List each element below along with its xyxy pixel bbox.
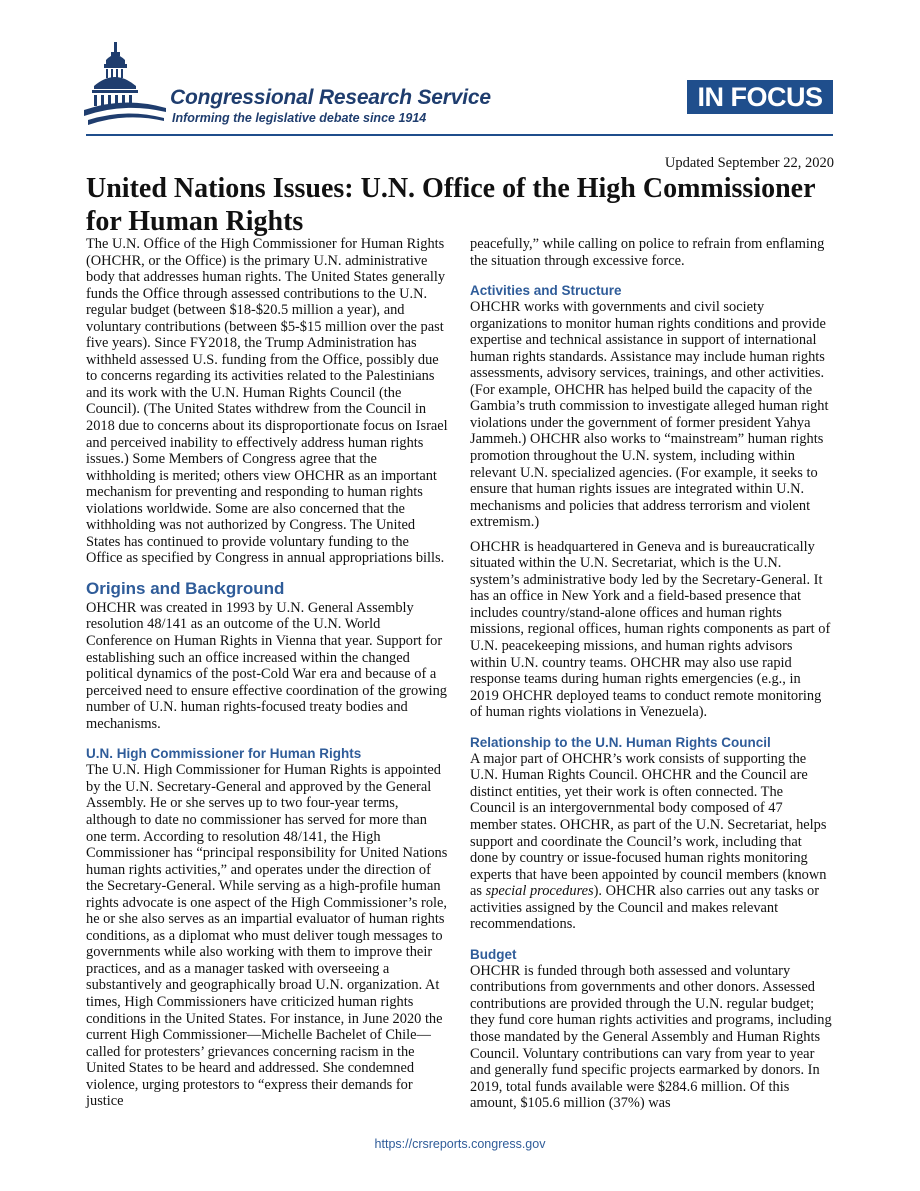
budget-paragraph: OHCHR is funded through both assessed and voluntary contributions from governments and other donors. Assessed contributions are provided through the U.N. regular budget; they fund core human rights activities and programs, including those mandated by the General Assembly and Human Rights Council. Voluntary contributions can vary from year to year and generally fund specific projects earmarked by donors. In 2019, total funds available were $284.6 million. Of this amount, $105.6 million (37%) was [470, 962, 832, 1112]
origins-paragraph: OHCHR was created in 1993 by U.N. General Assembly resolution 48/141 as an outcome of the U.N. World Conference on Human Rights in Vienna that year. Support for establishing such an office increased within the changed political dynamics of the post-Cold War era and because of a perceived need to ensure effective coordination of the growing number of U.N. human rights-focused treaty bodies and mechanisms. [86, 599, 447, 732]
relationship-text-a: A major part of OHCHR’s work consists of supporting the U.N. Human Rights Council. OHCHR and the Council are distinct entities, yet their work is often connected. The Council is an intergovernmental body composed of 47 member states. OHCHR, as part of the U.N. Secretariat, helps support and coordinate the Council’s work, including that done by country or issue-focused human rights monitoring experts that have been appointed by council members (known as [470, 750, 827, 900]
relationship-heading: Relationship to the U.N. Human Rights Council [470, 734, 771, 750]
updated-date: Updated September 22, 2020 [664, 155, 834, 171]
header-divider [86, 134, 833, 136]
in-focus-badge: IN FOCUS [687, 80, 833, 114]
budget-heading: Budget [470, 946, 517, 962]
right-column [470, 236, 832, 1112]
commissioner-paragraph-continued: peacefully,” while calling on police to refrain from enflaming the situation through excessive force. [470, 236, 825, 269]
capitol-dome-logo-icon [84, 40, 166, 128]
footer-link[interactable]: https://crsreports.congress.gov [374, 1137, 546, 1151]
origins-heading: Origins and Background [86, 578, 285, 598]
activities-paragraph-1: OHCHR works with governments and civil society organizations to monitor human rights conditions and provide expertise and technical assistance in support of international human rights standards. Assistance may include human rights assessments, advisory services, trainings, and other activities. (For example, OHCHR has helped build the capacity of the Gambia’s truth commission to investigate alleged human right violations under the government of former president Yahya Jammeh.) OHCHR also works to “mainstream” human rights promotion throughout the U.N. system, including within relevant U.N. specialized agencies. (For example, it seeks to ensure that human rights issues are integrated within U.N. mechanisms and policies that address terrorism and violent extremism.) [470, 299, 829, 531]
activities-heading: Activities and Structure [470, 283, 622, 299]
special-procedures-term: special procedures [485, 883, 594, 900]
relationship-paragraph [470, 751, 832, 933]
commissioner-heading: U.N. High Commissioner for Human Rights [86, 746, 362, 762]
activities-paragraph-2: OHCHR is headquartered in Geneva and is bureaucratically situated within the U.N. Secretariat, which is the U.N. system’s administrative body led by the Secretary-General. It has an office in New York and a field-based presence that includes country/stand-alone offices and human rights missions, regional offices, human rights components as part of U.N. peacekeeping missions, and human rights advisors within U.N. country teams. OHCHR may also use rapid response teams during human rights emergencies (e.g., in 2019 OHCHR deployed teams to conduct remote monitoring of human rights violations in Venezuela). [470, 538, 831, 721]
intro-paragraph: The U.N. Office of the High Commissioner for Human Rights (OHCHR, or the Office) is the primary U.N. administrative body that addresses human rights. The United States generally funds the Office through assessed contributions to the U.N. regular budget (between $18-$20.5 million a year), and voluntary contributions (between $5-$15 million over the past five years). Since FY2018, the Trump Administration has withheld assessed U.S. funding from the Office, possibly due to concerns regarding its activities related to the Palestinians and its work with the U.N. Human Rights Council (the Council). (The United States withdrew from the Council in 2018 due to concerns about its disproportionate focus on Israel and perceived inability to effectively address human rights issues.) Some Members of Congress agree that the withholding is merited; others view OHCHR as an important mechanism for preventing and responding to human rights violations worldwide. Some are also concerned that the withholding was not authorized by Congress. The United States has continued to provide voluntary funding to the Office as specified by Congress in annual appropriations bills. [86, 236, 448, 567]
relationship-text-b: ). OHCHR also carries out any tasks or activities assigned by the Council and makes relevant recommendations. [470, 883, 820, 933]
commissioner-paragraph: The U.N. High Commissioner for Human Rights is appointed by the U.N. Secretary-General and approved by the General Assembly. He or she serves up to two four-year terms, although to date no commissioner has served for more than one term. According to resolution 48/141, the High Commissioner has “principal responsibility for United Nations human rights activities,” and operates under the direction of the Secretary-General. While serving as a high-profile human rights advocate is one aspect of the High Commissioner’s role, he or she also serves as an impartial evaluator of human rights conditions, as a diplomat who must deliver tough messages to governments while also working with them to improve their practices, and as a manager tasked with overseeing a substantively and geographically broad U.N. organization. At times, High Commissioners have criticized human rights conditions in the United States. For instance, in June 2020 the current High Commissioner—Michelle Bachelet of Chile—called for protesters’ grievances concerning racism in the United States to be heard and addressed. She condemned violence, urging protestors to “express their demands for justice [86, 762, 448, 1110]
org-name: Congressional Research Service [170, 86, 491, 109]
org-tagline: Informing the legislative debate since 1914 [172, 111, 427, 125]
page-title: United Nations Issues: U.N. Office of the High Commissioner for Human Rights [86, 173, 816, 237]
left-column [86, 236, 448, 1110]
